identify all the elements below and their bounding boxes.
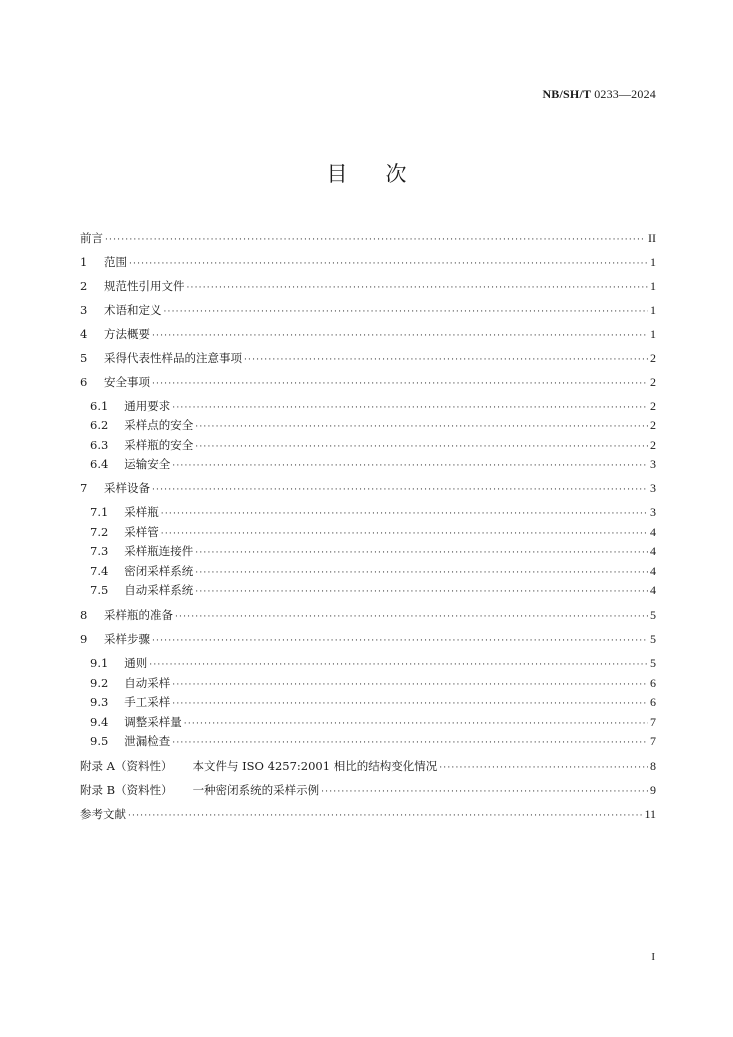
toc-entry-number: 9.4 — [90, 715, 109, 729]
toc-entry-label: 安全事项 — [104, 375, 150, 389]
toc-leader-dots — [105, 231, 646, 249]
toc-entry[interactable] — [90, 581, 656, 599]
toc-entry[interactable] — [90, 674, 656, 692]
toc-entry-number: 4 — [80, 327, 88, 341]
toc-entry[interactable] — [80, 229, 656, 247]
toc-entry-number: 9.2 — [90, 676, 109, 690]
toc-entry-label: 采样管 — [124, 525, 159, 539]
toc-entry-number: 2 — [80, 279, 88, 293]
toc-entry[interactable] — [90, 416, 656, 434]
toc-leader-dots — [184, 715, 648, 733]
toc-entry-page: 5 — [650, 632, 656, 646]
standard-prefix: NB/SH/T — [542, 87, 591, 101]
toc-entry-label: 手工采样 — [124, 695, 171, 709]
toc-leader-dots — [152, 481, 648, 499]
toc-entry[interactable] — [90, 503, 656, 521]
toc-entry-label: 采样瓶的准备 — [104, 608, 173, 622]
toc-entry-number: 1 — [80, 255, 88, 269]
toc-leader-dots — [321, 783, 648, 801]
toc-entry[interactable] — [90, 713, 656, 731]
toc-entry-number: 6.1 — [90, 399, 109, 413]
toc-entry-page: 3 — [650, 457, 656, 471]
toc-entry-label: 采样瓶 — [124, 505, 159, 519]
toc-entry[interactable] — [90, 436, 656, 454]
toc-entry[interactable] — [80, 373, 656, 391]
toc-entry-page: 5 — [650, 656, 656, 670]
toc-entry-label: 本文件与 ISO 4257:2001 相比的结构变化情况 — [192, 759, 438, 773]
toc-entry[interactable] — [90, 562, 656, 580]
toc-entry[interactable] — [80, 349, 656, 367]
toc-leader-dots — [164, 303, 649, 321]
toc-entry-page: 11 — [644, 807, 656, 821]
toc-entry-label: 自动采样 — [124, 676, 171, 690]
toc-leader-dots — [172, 695, 648, 713]
toc-entry-label: 采样瓶的安全 — [124, 438, 194, 452]
standard-number: 0233—2024 — [594, 87, 656, 101]
toc-entry[interactable] — [80, 630, 656, 648]
toc-entry-page: 8 — [650, 759, 656, 773]
toc-entry-label: 一种密闭系统的采样示例 — [192, 783, 320, 797]
toc-entry-label: 自动采样系统 — [124, 583, 194, 597]
standard-code — [542, 87, 656, 102]
toc-leader-dots — [161, 525, 648, 543]
toc-entry-label: 采得代表性样品的注意事项 — [104, 351, 242, 365]
toc-entry-number: 7.1 — [90, 505, 109, 519]
toc-entry-number: 7.5 — [90, 583, 109, 597]
toc-entry-label: 采样点的安全 — [124, 418, 194, 432]
toc-entry-page: 1 — [650, 327, 656, 341]
toc-entry-page: 2 — [650, 418, 656, 432]
toc-entry-page: 9 — [650, 783, 656, 797]
toc-entry-page: 7 — [650, 734, 656, 748]
toc-entry-page: 1 — [650, 255, 656, 269]
toc-entry-number: 8 — [80, 608, 88, 622]
toc-entry[interactable] — [80, 301, 656, 319]
toc-entry-number: 9.1 — [90, 656, 109, 670]
toc-entry-label: 前言 — [80, 231, 103, 245]
toc-leader-dots — [161, 505, 648, 523]
toc-leader-dots — [195, 438, 648, 456]
toc-entry-number: 9 — [80, 632, 88, 646]
toc-leader-dots — [244, 351, 648, 369]
toc-leader-dots — [195, 418, 648, 436]
toc-entry-number: 6.2 — [90, 418, 109, 432]
toc-entry[interactable] — [90, 693, 656, 711]
toc-entry[interactable] — [90, 654, 656, 672]
toc-entry-label: 采样步骤 — [104, 632, 150, 646]
toc-entry-label: 术语和定义 — [104, 303, 162, 317]
toc-entry-page: 1 — [650, 303, 656, 317]
toc-entry[interactable] — [80, 805, 656, 823]
toc-entry-number: 6.4 — [90, 457, 109, 471]
toc-entry[interactable] — [90, 732, 656, 750]
toc-entry[interactable] — [80, 277, 656, 295]
toc-entry-number: 7 — [80, 481, 88, 495]
toc-entry-page: 7 — [650, 715, 656, 729]
toc-entry-number: 7.2 — [90, 525, 109, 539]
toc-entry[interactable] — [90, 542, 656, 560]
toc-entry-number: 附录 A（资料性） — [80, 759, 173, 773]
toc-entry-page: 2 — [650, 351, 656, 365]
toc-entry-label: 规范性引用文件 — [104, 279, 185, 293]
toc-entry-label: 密闭采样系统 — [124, 564, 194, 578]
toc-entry-label: 范围 — [104, 255, 127, 269]
toc-entry-page: 3 — [650, 481, 656, 495]
toc-leader-dots — [195, 583, 648, 601]
toc-entry-page: 2 — [650, 399, 656, 413]
toc-entry-number: 7.4 — [90, 564, 109, 578]
toc-entry-number: 7.3 — [90, 544, 109, 558]
toc-entry-label: 采样瓶连接件 — [124, 544, 194, 558]
toc-entry[interactable] — [80, 606, 656, 624]
toc-leader-dots — [152, 375, 648, 393]
footer-page-number: I — [651, 951, 655, 963]
toc-leader-dots — [172, 734, 648, 752]
toc-entry-page: 2 — [650, 438, 656, 452]
toc-leader-dots — [129, 255, 648, 273]
toc-entry[interactable] — [80, 253, 656, 271]
toc-entry-page: 1 — [650, 279, 656, 293]
toc-leader-dots — [152, 632, 648, 650]
toc-entry-label: 通则 — [124, 656, 148, 670]
toc-entry[interactable] — [90, 455, 656, 473]
toc-entry-number: 9.5 — [90, 734, 109, 748]
toc-entry-number: 附录 B（资料性） — [80, 783, 173, 797]
toc-entry-label: 调整采样量 — [124, 715, 182, 729]
toc-leader-dots — [175, 608, 648, 626]
toc-entry-page: II — [648, 231, 656, 245]
toc-entry-label: 参考文献 — [80, 807, 126, 821]
toc-leader-dots — [149, 656, 648, 674]
toc-entry[interactable] — [90, 397, 656, 415]
toc-leader-dots — [172, 457, 648, 475]
toc-entry[interactable] — [80, 325, 656, 343]
toc-entry-number: 6 — [80, 375, 88, 389]
toc-leader-dots — [187, 279, 649, 297]
toc-leader-dots — [195, 564, 648, 582]
toc-entry-page: 4 — [650, 544, 656, 558]
toc-leader-dots — [152, 327, 648, 345]
toc-entry[interactable] — [80, 757, 656, 775]
toc-entry-label: 通用要求 — [124, 399, 171, 413]
toc-entry[interactable] — [80, 479, 656, 497]
toc-entry-number: 5 — [80, 351, 88, 365]
toc-leader-dots — [128, 807, 642, 825]
toc-entry-number: 3 — [80, 303, 88, 317]
toc-entry-page: 2 — [650, 375, 656, 389]
page-title: 目次 — [326, 162, 445, 186]
toc-entry-page: 6 — [650, 676, 656, 690]
toc-entry-label: 采样设备 — [104, 481, 150, 495]
toc-entry-page: 4 — [650, 525, 656, 539]
toc-entry-page: 4 — [650, 564, 656, 578]
toc-leader-dots — [195, 544, 648, 562]
toc-leader-dots — [172, 676, 648, 694]
toc-entry-number: 6.3 — [90, 438, 109, 452]
toc-entry[interactable] — [90, 523, 656, 541]
toc-entry-number: 9.3 — [90, 695, 109, 709]
toc-entry-page: 3 — [650, 505, 656, 519]
toc-entry-page: 5 — [650, 608, 656, 622]
toc-entry-page: 6 — [650, 695, 656, 709]
toc-entry-label: 方法概要 — [104, 327, 150, 341]
toc-entry[interactable] — [80, 781, 656, 799]
toc-entry-page: 4 — [650, 583, 656, 597]
toc-leader-dots — [172, 399, 648, 417]
toc-entry-label: 泄漏检查 — [124, 734, 171, 748]
toc-leader-dots — [439, 759, 648, 777]
toc-entry-label: 运输安全 — [124, 457, 171, 471]
